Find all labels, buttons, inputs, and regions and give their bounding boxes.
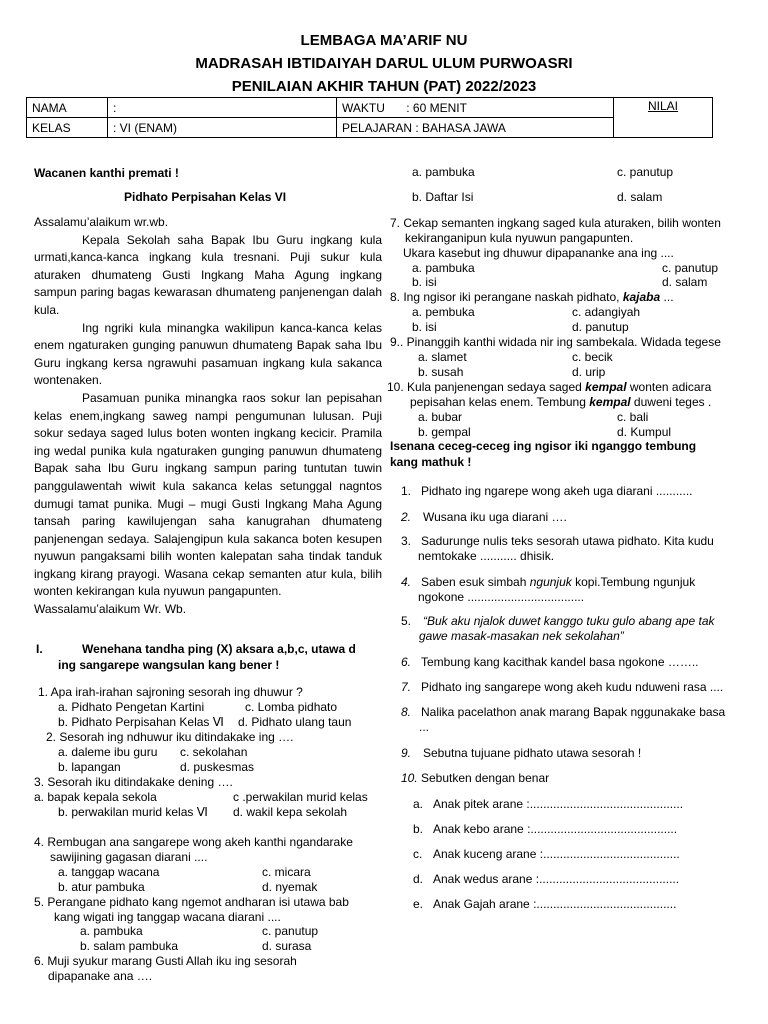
kelas-label: KELAS [27,118,108,138]
q6-option-d[interactable]: d. salam [617,190,663,204]
q9-option-d[interactable]: d. urip [572,365,606,379]
essay-10-item-b [413,821,677,838]
essay-10-item-d-letter: d. [413,872,424,886]
question-6-line2: dipapanake ana …. [48,969,153,983]
essay-5-line2: gawe masak-masakan nek sekolahan” [419,629,624,643]
essay-10-item-e-letter: e. [413,897,424,911]
essay-4-text-end: kopi.Tembung ngunjuk [571,575,696,589]
q7-option-c[interactable]: c. panutup [662,261,719,275]
q8-option-a[interactable]: a. pembuka [412,305,475,319]
essay-10-item-b-letter: b. [413,822,424,836]
q3-option-a[interactable]: a. bapak kepala sekola [34,790,157,804]
essay-3-number: 3. [401,534,412,548]
essay-10-text: Sebutken dengan benar [421,771,550,785]
q8-ellipsis: ... [660,290,674,304]
q1-option-c[interactable]: c. Lomba pidhato [245,700,338,714]
essay-10-item-a-letter: a. [413,797,424,811]
essay-10-item-c [413,846,680,863]
essay-10-item-a-text: Anak pitek arane :.............................................. [433,797,684,811]
q5-option-d[interactable]: d. surasa [262,939,312,953]
q2-option-d[interactable]: d. puskesmas [180,760,255,774]
essay-10-item-d [413,871,679,888]
q7-option-d[interactable]: d. salam [662,275,708,289]
question-7-line2: kekiranganipun kula nyuwun pangapunten. [405,231,634,245]
reading-closing: Wassalamu’alaikum Wr. Wb. [34,602,187,617]
essay-6-number: 6. [401,655,412,669]
student-info-table [26,97,713,138]
q10-option-b[interactable]: b. gempal [418,425,471,439]
question-3: 3. Sesorah iku ditindakake dening …. [34,775,233,789]
q1-option-b[interactable]: b. Pidhato Perpisahan Kelas Ⅵ [58,715,224,729]
essay-10-item-c-letter: c. [413,847,423,861]
q10-option-d[interactable]: d. Kumpul [617,425,672,439]
reading-greeting: Assalamu’alaikum wr.wb. [34,215,169,229]
q6-option-a[interactable]: a. pambuka [412,165,475,179]
essay-10-item-c-text: Anak kuceng arane :......................................... [433,847,680,861]
q4-option-b[interactable]: b. atur pambuka [58,880,145,894]
waktu-label: WAKTU [342,100,385,115]
essay-3-line2: nemtokake ........... dhisik. [418,549,555,563]
q8-text: 8. Ing ngisor iki perangane naskah pidhato, [390,290,623,304]
essay-9-number: 9. [401,746,412,760]
institution-name: LEMBAGA MA’ARIF NU [300,32,468,49]
q10-text: 10. Kula panjenengan sedaya saged [387,380,586,394]
essay-1-number: 1. [401,484,412,498]
essay-4-line2: ngokone ................................... [418,590,585,604]
essay-8-number: 8. [401,705,412,719]
reading-passage [34,214,382,619]
essay-8-text: Nalika pacelathon anak marang Bapak nggunakake basa [421,705,726,719]
nilai-box[interactable] [614,98,713,138]
question-4-line1: 4. Rembugan ana sangarepe wong akeh kanthi ngandarake [34,835,353,849]
q4-option-d[interactable]: d. nyemak [262,880,318,894]
pelajaran-value: PELAJARAN : BAHASA JAWA [337,118,614,138]
section2-instruction-line1: Isenana ceceg-ceceg ing ngisor iki nganggo tembung [390,439,697,453]
reading-paragraph-3: Pasamuan punika minangka raos sokur lan pepisahan kelas enem,ingkang saweg nampi pengumunan lulusan. Puji sokur sedaya saged lulus boten wonten ingkang kecicir. Pramila ing wedal punika kula ngaturaken gunging panuwun dhumateng Bapak saha Ibu Guru ingkang sampun paring tuntutan tuwin panggulawentah wiwit kula sakanca kelas setunggal nagntos dumugi tamat punika. Mugi – mugi Gusti Ingkang Maha Agung tansah paring kawilujengan saha kanugrahan dhumateng panjenengan sedaya. Salajengipun kula sakanca boten kesupen nyuwun pangaksami bilih wonten kalepatan saha tindak tanduk ingkang kirang prayogi. Wasana cekap semanten atur kula, bilih wonten kekirangan kula nyuwun pangapunten. [34,390,382,599]
essay-10-item-a [413,796,683,813]
essay-4-text: Saben esuk simbah [421,575,530,589]
nilai-label: NILAI [647,99,678,113]
question-6-line1: 6. Muji syukur marang Gusti Allah iku ing sesorah [34,954,297,968]
question-9: 9.. Pinanggih kanthi widada nir ing sambekala. Widada tegese [390,335,721,349]
essay-10-item-e [413,896,676,913]
essay-8-line2: ... [419,720,430,734]
question-5-line2: kang wigati ing tanggap wacana diarani .... [54,910,281,924]
essay-1 [401,483,693,500]
essay-9 [401,745,641,762]
essay-6-text: Tembung kang kacithak kandel basa ngokone …….. [421,655,699,669]
waktu-cell [337,98,614,118]
q8-option-c[interactable]: c. adangiyah [572,305,641,319]
essay-5-number: 5. [401,614,412,628]
question-5-line1: 5. Perangane pidhato kang ngemot andharan isi utawa bab [34,895,349,909]
reading-title: Pidhato Perpisahan Kelas VI [124,190,287,204]
reading-instruction: Wacanen kanthi premati ! [34,166,179,180]
q9-option-a[interactable]: a. slamet [418,350,467,364]
section2-instruction-line2: kang mathuk ! [390,455,472,469]
q10-text-end: wonten adicara [626,380,712,394]
exam-title: PENILAIAN AKHIR TAHUN (PAT) 2022/2023 [231,78,537,95]
essay-9-text: Sebutna tujuane pidhato utawa sesorah ! [423,746,642,760]
q10-keyword: kempal [585,380,627,394]
q6-option-b[interactable]: b. Daftar Isi [412,190,474,204]
essay-6 [401,654,699,671]
essay-10-item-d-text: Anak wedus arane :.......................................... [433,872,680,886]
reading-paragraph-2: Ing ngriki kula minangka wakilipun kanca-kanca kelas enem ngaturaken gunging panuwun dhumateng Bapak saha Ibu Guru ingkang kersa ngrawuhi pasamuan ingkang kula sakanca wontenaken. [34,320,382,388]
section1-instruction-line2: ing sangarepe wangsulan kang bener ! [58,658,280,672]
q10-line2-text: pepisahan kelas enem. Tembung [410,395,590,409]
q10-option-a[interactable]: a. bubar [418,410,463,424]
essay-2 [401,509,567,526]
school-name: MADRASAH IBTIDAIYAH DARUL ULUM PURWOASRI [195,55,573,72]
nama-label: NAMA [27,98,108,118]
q8-keyword: kajaba [622,290,661,304]
q8-option-d[interactable]: d. panutup [572,320,629,334]
q7-option-a[interactable]: a. pambuka [412,261,475,275]
q7-option-b[interactable]: b. isi [412,275,437,289]
q8-option-b[interactable]: b. isi [412,320,437,334]
question-7-line1: 7. Cekap semanten ingkang saged kula aturaken, bilih wonten [390,216,721,230]
q2-option-b[interactable]: b. lapangan [58,760,121,774]
essay-5-text: “Buk aku njalok duwet kanggo tuku gulo abang ape tak [423,614,715,628]
essay-10-number: 10. [401,771,418,785]
essay-10-item-b-text: Anak kebo arane :............................................ [433,822,678,836]
section1-number: I. [36,642,43,656]
q1-option-d[interactable]: d. Pidhato ulang taun [238,715,352,729]
q10-line2-keyword: kempal [589,395,631,409]
essay-7-text: Pidhato ing sangarepe wong akeh kudu nduweni rasa .... [421,680,724,694]
question-7-line3: Ukara kasebut ing dhuwur dipapananke ana ing .... [403,246,674,260]
q6-option-c[interactable]: c. panutup [617,165,674,179]
question-2: 2. Sesorah ing ndhuwur iku ditindakake ing …. [46,730,294,744]
q2-option-a[interactable]: a. daleme ibu guru [58,745,158,759]
q3-option-d[interactable]: d. wakil kepa sekolah [233,805,348,819]
reading-paragraph-1: Kepala Sekolah saha Bapak Ibu Guru ingkang kula urmati,kanca-kanca ingkang kula tresnani. Puji sukur kula aturaken dhumateng Gusti Ingkang Maha Agung ingkang sampun paring bagas kewarasan dhumateng panjenengan dalah kula. [34,232,382,317]
kelas-value: : VI (ENAM) [108,118,337,138]
q5-option-a[interactable]: a. pambuka [80,924,143,938]
q3-option-c[interactable]: c .perwakilan murid kelas [233,790,368,804]
question-1: 1. Apa irah-irahan sajroning sesorah ing dhuwur ? [38,685,303,699]
essay-7-number: 7. [401,680,412,694]
essay-4-keyword: ngunjuk [529,575,572,589]
q9-option-c[interactable]: c. becik [572,350,613,364]
essay-4-number: 4. [401,575,412,589]
essay-7 [401,679,723,696]
essay-10-item-e-text: Anak Gajah arane :.......................................... [433,897,677,911]
waktu-value: : 60 MENIT [406,100,467,115]
q4-option-c[interactable]: c. micara [262,865,311,879]
q1-option-a[interactable]: a. Pidhato Pengetan Kartini [58,700,205,714]
question-4-line2: sawijining gagasan diarani .... [50,850,208,864]
section1-instruction-line1: Wenehana tandha ping (X) aksara a,b,c, utawa d [82,642,356,656]
q9-option-b[interactable]: b. susah [418,365,464,379]
essay-2-number: 2. [401,510,412,524]
q3-option-b[interactable]: b. perwakilan murid kelas Ⅵ [58,805,208,819]
q5-option-c[interactable]: c. panutup [262,924,319,938]
essay-3-text: Sadurunge nulis teks sesorah utawa pidhato. Kita kudu [421,534,714,548]
q5-option-b[interactable]: b. salam pambuka [80,939,179,953]
essay-10 [401,770,549,787]
essay-1-text: Pidhato ing ngarepe wong akeh uga diarani ........... [421,484,693,498]
essay-8 [401,704,725,721]
q2-option-c[interactable]: c. sekolahan [180,745,248,759]
nama-field[interactable]: : [108,98,337,118]
q10-line2-end: duweni teges . [630,395,712,409]
q10-option-c[interactable]: c. bali [617,410,649,424]
q4-option-a[interactable]: a. tanggap wacana [58,865,160,879]
essay-2-text: Wusana iku uga diarani …. [423,510,567,524]
